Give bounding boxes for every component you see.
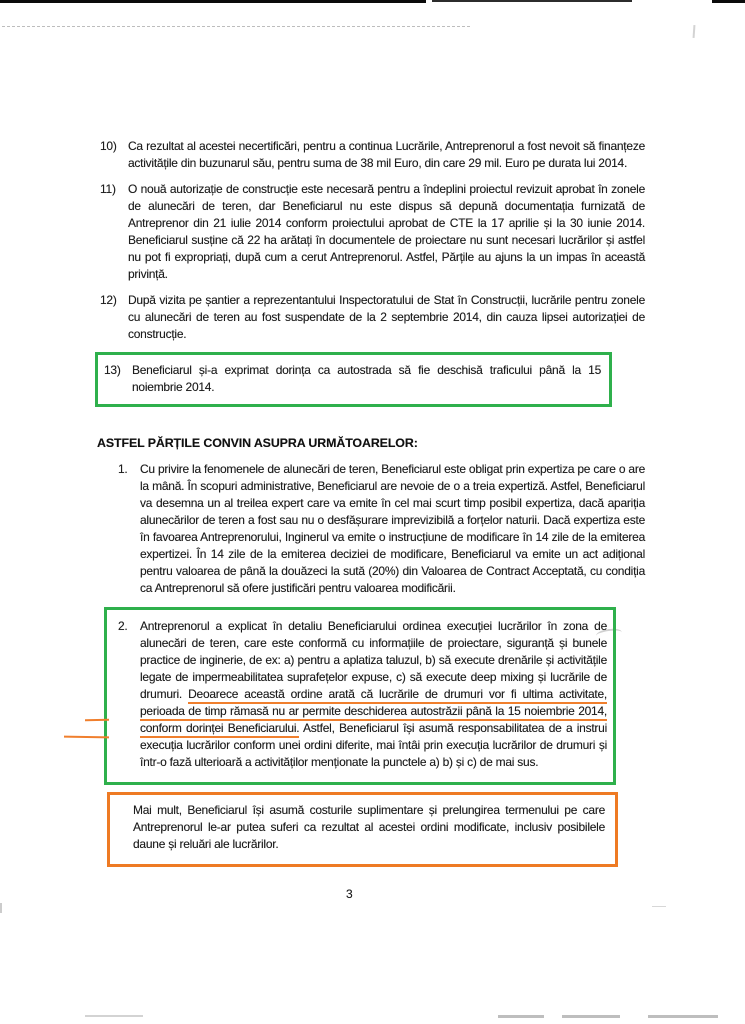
- note-text: Mai mult, Beneficiarul își asumă costurile suplimentare și prelungirea termenului pe care Antreprenorul le-ar putea suferi ca rezultat al acestei ordini modificate, inclusiv posibilele daune și reluări ale lucrărilor.: [133, 803, 605, 851]
- paragraph-text: După vizita pe șantier a reprezentantului Inspectoratului de Stat în Construcții, lucrările pentru zonele cu alunecări de teren au fost suspendate de la 2 septembrie 2014, din cauza lipsei autorizației de construcție.: [128, 293, 645, 341]
- scan-bottom-artifact: [562, 1015, 620, 1018]
- paragraph-text: O nouă autorizație de construcție este necesară pentru a îndeplini proiectul revizuit aprobat în zonele de alunecări de teren, dar Beneficiarul nu este dispus să depună documentația furnizată de Antreprenor din 21 iulie 2014 conform proiectului aprobat de CTE la 17 aprilie și la 30 iunie 2014. Beneficiarul susține că 22 ha arătați în documentele de proiectare nu sunt necesari lucrărilor și astfel nu pot fi expropriați, după cum a cerut Antreprenorul. Astfel, Părțile au ajuns la un impas în această privință.: [128, 182, 645, 281]
- paragraph-13: [104, 362, 601, 396]
- agreement-item-1: [118, 461, 645, 597]
- paragraph-number: 11): [100, 182, 116, 196]
- item-number: 2.: [118, 619, 128, 633]
- scan-bottom-artifact: [498, 1015, 544, 1018]
- paragraph-text: Ca rezultat al acestei necertificări, pentru a continua Lucrările, Antreprenorul a fost nevoit să finanțeze activitățile din buzunarul său, pentru suma de 38 mil Euro, din care 29 mil. Euro pe durata lui 2014.: [128, 139, 645, 170]
- paragraph-10: [100, 138, 645, 172]
- orange-highlight-box-note: [107, 792, 618, 867]
- section-heading: ASTFEL PĂRȚILE CONVIN ASUPRA URMĂTOARELOR:: [97, 436, 418, 450]
- item-text: Cu privire la fenomenele de alunecări de teren, Beneficiarul este obligat prin expertiza pe care o are la mână. În scopuri administrative, Beneficiarul are nevoie de o a treia expertiză. Astfel, Beneficiarul va desemna un al treilea expert care va emite în cel mai scurt timp posibil expertiza, dacă apariția alunecărilor de teren a fost sau nu o desfășurare imprevizibilă a forțelor naturii. Dacă expertiza este în favoarea Antreprenorului, Inginerul va emite o instrucțiune de modificare în 14 zile de la emiterea expertizei. În 14 zile de la emiterea deciziei de modificare, Beneficiarul va emite un act adițional pentru valoarea de până la douăzeci la sută (20%) din Valoarea de Contract Acceptată, cu condiția ca Antreprenorul să ofere justificări pentru valoarea modificării.: [140, 462, 645, 595]
- agreement-item-2: [118, 618, 607, 771]
- paragraph-number: 13): [104, 363, 121, 377]
- item-number: 1.: [118, 462, 128, 476]
- orange-underlined-sentence: Deoarece această ordine arată că lucrările de drumuri vor fi ultima activitate, perioada de timp rămasă nu ar permite deschiderea autostrăzii până la 15 noiembrie 2014, conform dorinței Beneficiarului.: [140, 687, 607, 738]
- item-text-before: Antreprenorul a explicat în detaliu Beneficiarului ordinea execuției lucrărilor în zona de alunecări de teren, care este conformă cu informațiile de proiectare, siguranță și bunele practice de inginerie, de ex: a) pentru a aplatiza taluzul, b) să execute drenările și activitățile legate de impermeabilitatea suprafețelor expuse, c) să execute deep mixing și lucrările de drumuri.: [140, 619, 607, 701]
- paragraph-number: 12): [100, 293, 117, 307]
- green-highlight-box-item-2: [104, 607, 616, 785]
- item-text: [140, 618, 607, 771]
- scan-bottom-artifact: [85, 1015, 143, 1017]
- paragraph-number: 10): [100, 139, 117, 153]
- paragraph-text: Beneficiarul și-a exprimat dorința ca autostrada să fie deschisă traficului până la 15 noiembrie 2014.: [132, 363, 601, 394]
- paragraph-11: [100, 181, 645, 283]
- underline-overshoot-artifact: [64, 736, 109, 739]
- pencil-dash-artifact: [652, 906, 666, 907]
- paragraph-12: [100, 292, 645, 343]
- underline-overshoot-artifact: [85, 719, 109, 721]
- green-highlight-box-paragraph-13: [95, 352, 612, 407]
- item-text-after: Astfel, Beneficiarul își asumă responsabilitatea de a instrui execuția lucrărilor conform unei ordini diferite, mai întâi prin execuția lucrărilor de drumuri și într-o fază ulterioară a activităților menționate la punctele a) b) și c) de mai sus.: [140, 721, 608, 769]
- scan-bottom-artifact: [648, 1015, 718, 1018]
- scan-edge-artifact: [0, 903, 2, 913]
- page-number: 3: [346, 887, 353, 901]
